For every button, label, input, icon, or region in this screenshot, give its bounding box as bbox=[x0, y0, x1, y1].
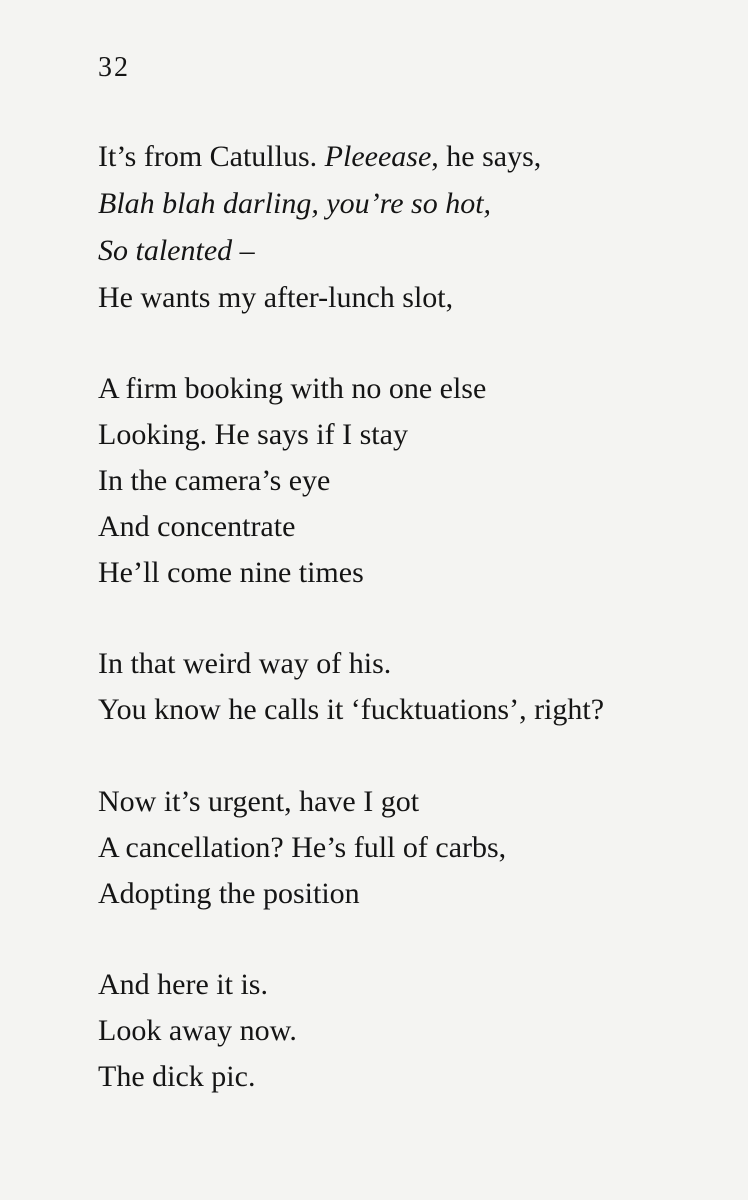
poem-line: He’ll come nine times bbox=[98, 556, 364, 589]
poem-line: Look away now. bbox=[98, 1014, 297, 1047]
poem-line: It’s from Catullus. Pleeease, he says, bbox=[98, 140, 542, 173]
poem-line: So talented – bbox=[98, 234, 255, 267]
poem-line: Adopting the position bbox=[98, 877, 360, 910]
poem-line: Looking. He says if I stay bbox=[98, 418, 408, 451]
poem-line: You know he calls it ‘fucktuations’, right? bbox=[98, 693, 605, 726]
poem-line: And concentrate bbox=[98, 510, 296, 543]
poem-line: And here it is. bbox=[98, 968, 268, 1001]
page-number: 32 bbox=[98, 52, 130, 83]
poem-line: He wants my after-lunch slot, bbox=[98, 281, 454, 314]
poem-line: A cancellation? He’s full of carbs, bbox=[98, 831, 507, 864]
poem-line: In the camera’s eye bbox=[98, 464, 331, 497]
poem-line: Now it’s urgent, have I got bbox=[98, 785, 420, 818]
poem-line: The dick pic. bbox=[98, 1060, 256, 1093]
poem-line: Blah blah darling, you’re so hot, bbox=[98, 187, 492, 220]
poem-line: A firm booking with no one else bbox=[98, 372, 487, 405]
poem-line: In that weird way of his. bbox=[98, 647, 392, 680]
